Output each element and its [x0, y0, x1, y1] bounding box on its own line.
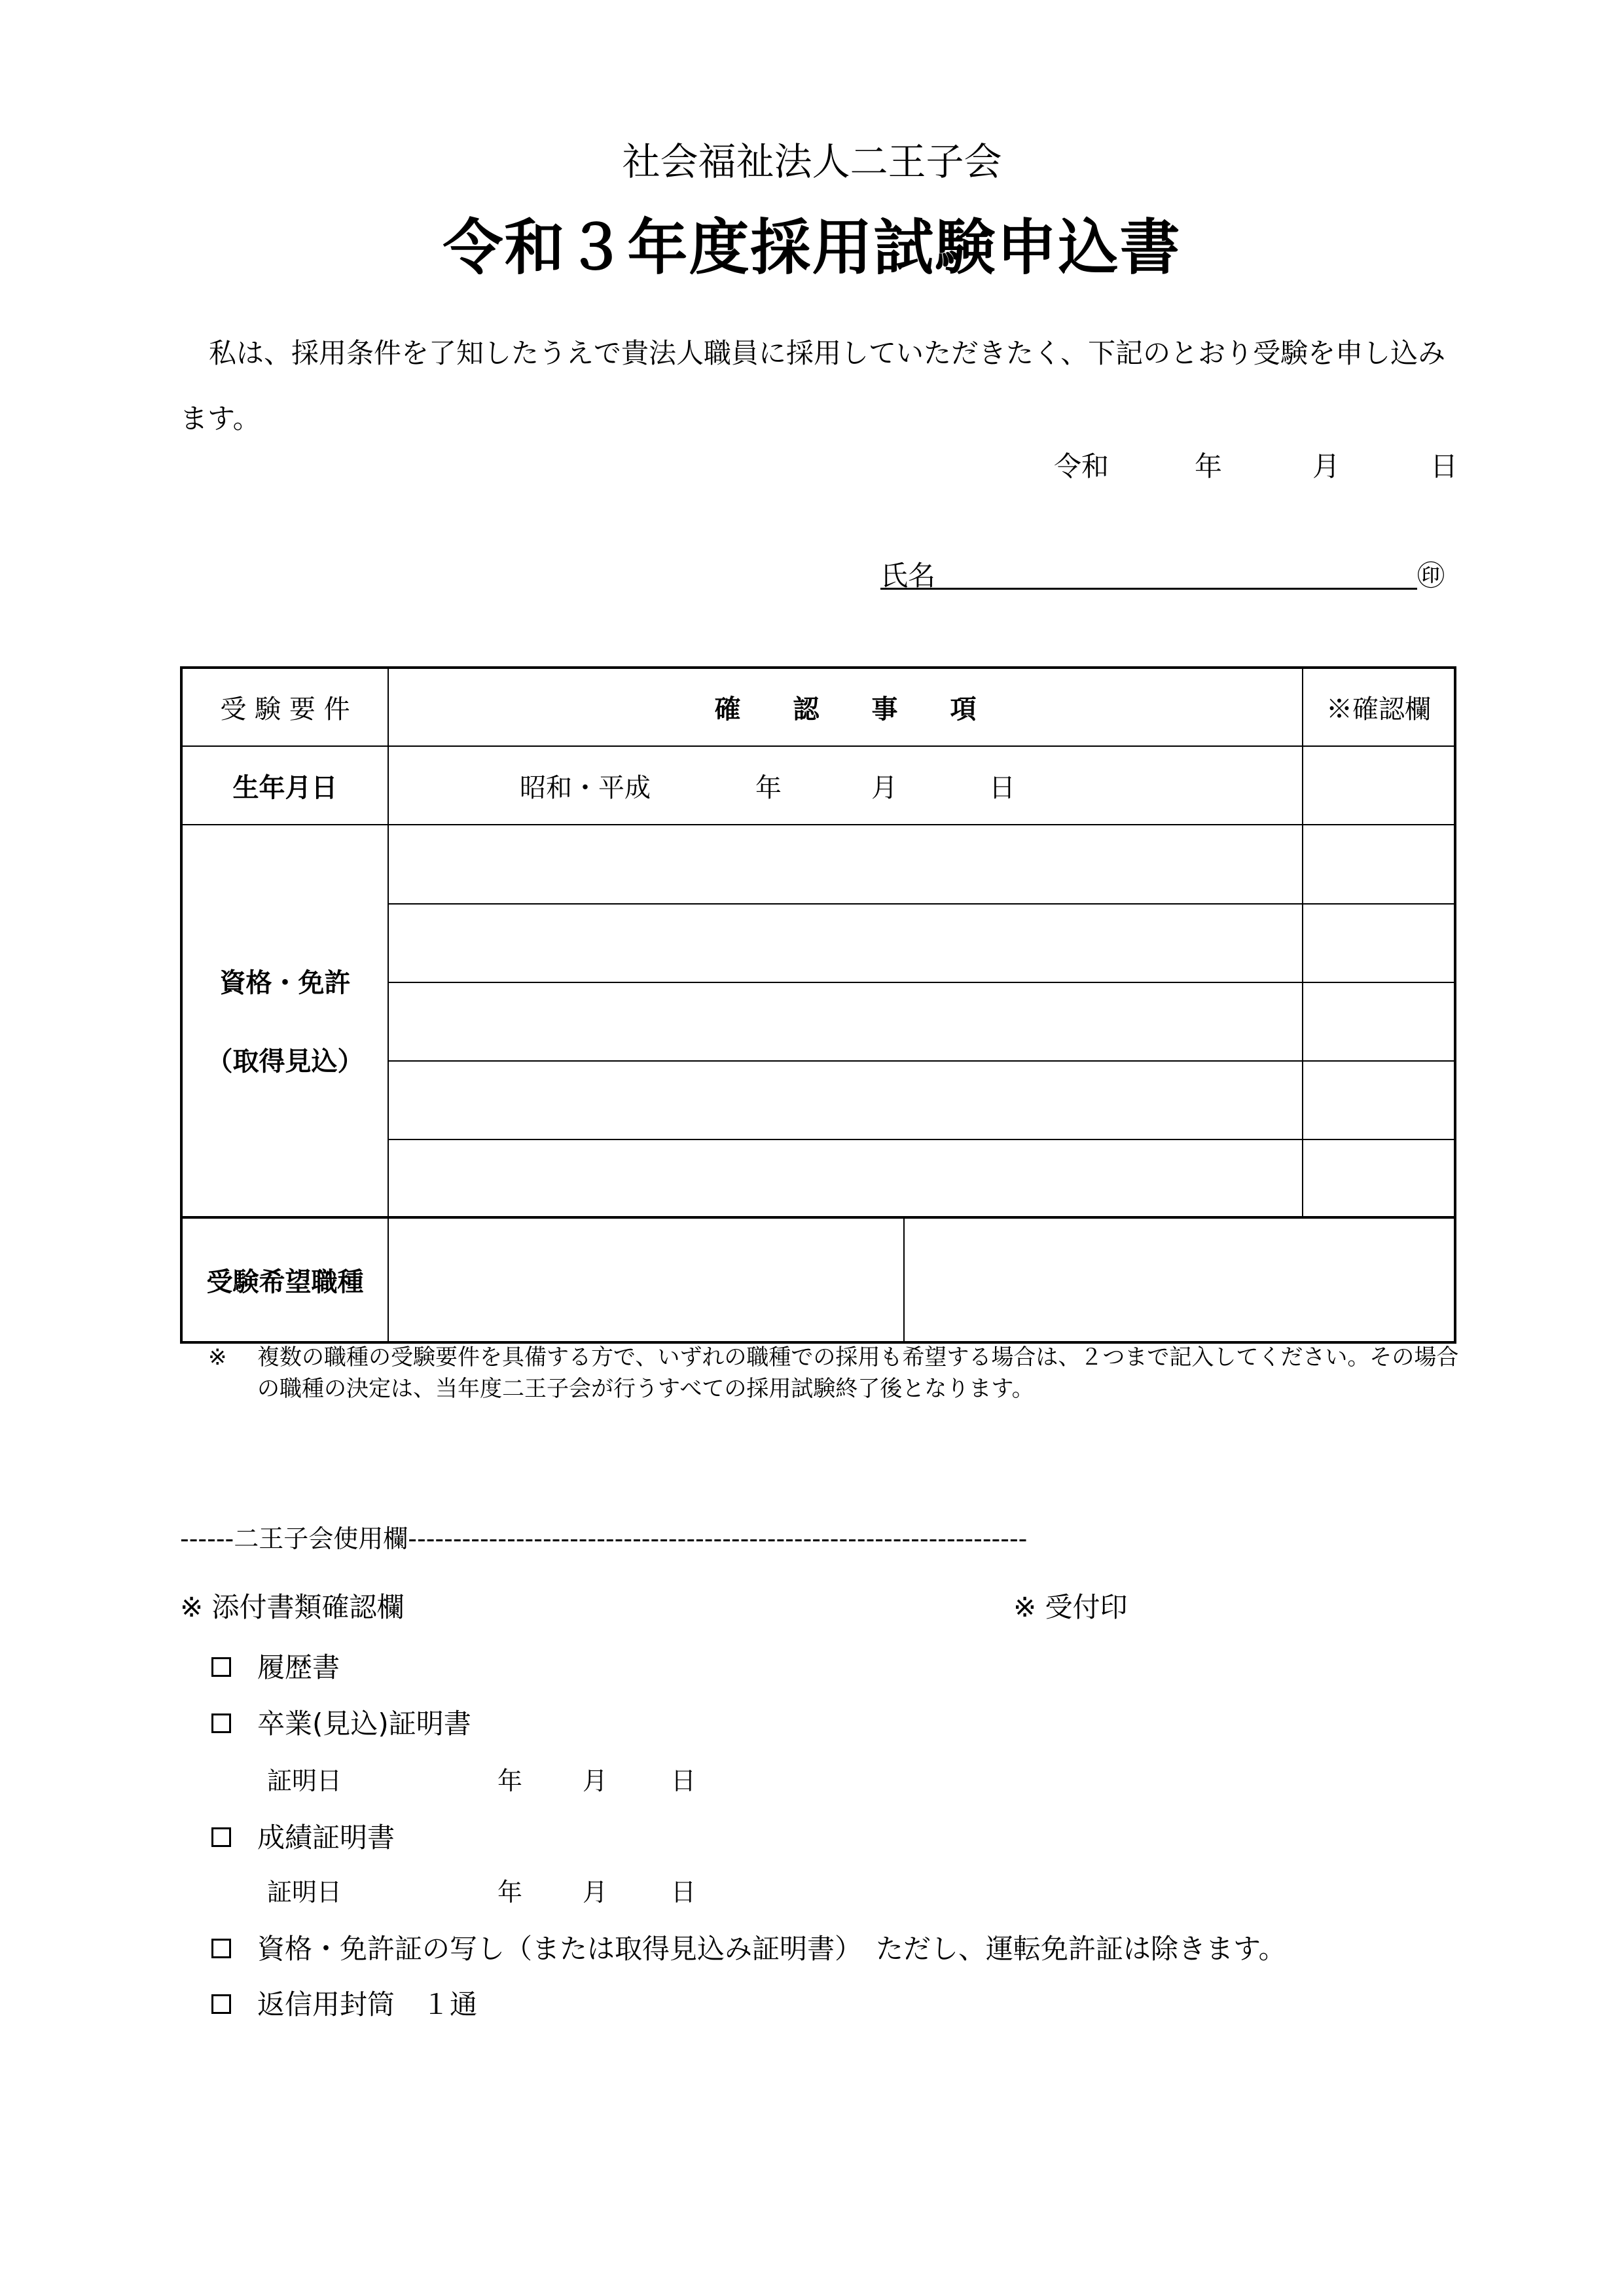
- graduation-checkbox[interactable]: [211, 1713, 231, 1733]
- birthdate-era: 昭和・平成: [520, 772, 651, 803]
- attachment-resume: [211, 1646, 340, 1685]
- graduation-cert-date-label: 証明日: [267, 1767, 342, 1795]
- birthdate-label: 生年月日: [232, 772, 338, 803]
- application-table: [180, 666, 1456, 1344]
- intro-paragraph: [180, 321, 1463, 452]
- graduation-cert-day: 日: [671, 1767, 696, 1795]
- desired-job-field-1[interactable]: [389, 1219, 903, 1341]
- grades-cert-month: 月: [583, 1878, 608, 1907]
- license-checkbox[interactable]: [211, 1939, 231, 1958]
- attachment-grades: [211, 1816, 395, 1856]
- graduation-cert-month: 月: [583, 1767, 608, 1795]
- receipt-title: ※ 受付印: [1013, 1591, 1128, 1623]
- office-use-divider: ------二王子会使用欄---------------------------------------------------------------------: [180, 1524, 1028, 1553]
- header-check: ※確認欄: [1326, 694, 1431, 725]
- document-title: 令和３年度採用試験申込書: [442, 212, 1182, 283]
- birthdate-day: 日: [989, 772, 1015, 803]
- intro-text: 私は、採用条件を了知したうえで貴法人職員に採用していただきたく、下記のとおり受験を申し込みます。: [180, 337, 1446, 435]
- row-divider: [388, 982, 1454, 983]
- seal-mark: ㊞: [1417, 560, 1445, 592]
- grades-cert-date-label: 証明日: [267, 1878, 342, 1907]
- resume-checkbox[interactable]: [211, 1657, 231, 1677]
- envelope-checkbox[interactable]: [211, 1994, 231, 2014]
- date-year: 年: [1195, 450, 1223, 482]
- table-note: [208, 1342, 1465, 1405]
- grades-cert-year: 年: [497, 1878, 523, 1907]
- date-day: 日: [1430, 450, 1458, 482]
- attachment-envelope: [211, 1983, 477, 2022]
- date-month: 月: [1312, 450, 1341, 482]
- row-divider: [388, 903, 1454, 905]
- note-text: 複数の職種の受験要件を具備する方で、いずれの職種での採用も希望する場合は、２つまで記入してください。その場合の職種の決定は、当年度二王子会が行うすべての採用試験終了後となります。: [257, 1344, 1459, 1402]
- grades-label: 成績証明書: [257, 1821, 395, 1854]
- date-era: 令和: [1054, 450, 1110, 482]
- envelope-label: 返信用封筒 １通: [257, 1988, 478, 2020]
- graduation-label: 卒業(見込)証明書: [257, 1708, 471, 1740]
- grades-checkbox[interactable]: [211, 1827, 231, 1847]
- organization-name: 社会福祉法人二王子会: [622, 139, 1002, 184]
- row-divider: [388, 1139, 1454, 1140]
- qualifications-label: [183, 825, 388, 1216]
- qualifications-label-line1: 資格・免許: [219, 967, 351, 998]
- note-mark: ※: [208, 1344, 227, 1371]
- row-divider: [388, 1060, 1454, 1062]
- header-confirmation: 確 認 事 項: [714, 694, 977, 725]
- col-divider: [1302, 669, 1303, 1217]
- name-label: 氏名: [880, 560, 936, 592]
- resume-label: 履歴書: [257, 1651, 340, 1683]
- attachments-title: ※ 添付書類確認欄: [180, 1591, 405, 1623]
- birthdate-year: 年: [755, 772, 782, 803]
- name-field[interactable]: [880, 588, 1417, 590]
- grades-cert-day: 日: [671, 1878, 696, 1907]
- desired-job-field-2[interactable]: [905, 1219, 1454, 1341]
- attachment-graduation: [211, 1702, 471, 1742]
- qualifications-label-line2: （取得見込）: [206, 1045, 364, 1077]
- birthdate-month: 月: [871, 772, 897, 803]
- header-requirement: 受 験 要 件: [220, 694, 350, 725]
- graduation-cert-year: 年: [497, 1767, 523, 1795]
- desired-job-label: 受験希望職種: [206, 1266, 364, 1297]
- attachment-license: [211, 1928, 1286, 1967]
- license-label: 資格・免許証の写し（または取得見込み証明書） ただし、運転免許証は除きます。: [257, 1933, 1286, 1965]
